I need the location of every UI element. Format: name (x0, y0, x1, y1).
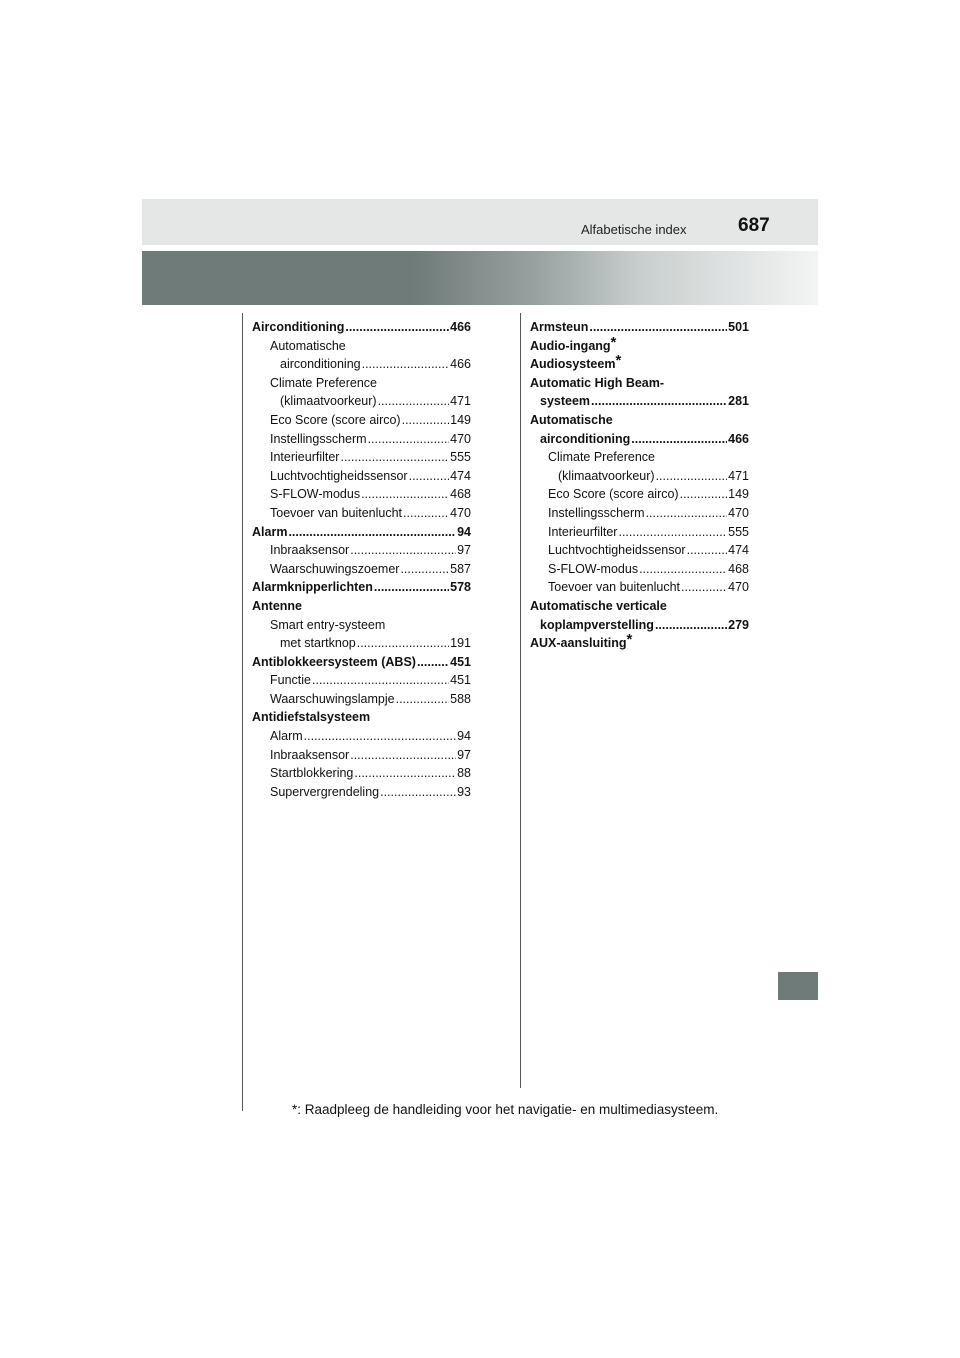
index-column-left (252, 318, 471, 801)
index-entry-label: Functie (270, 673, 311, 688)
index-entry-page: 501 (728, 320, 749, 334)
index-entry-text: AUX-aansluiting (530, 636, 627, 651)
index-entry-text: Antenne (252, 598, 302, 613)
index-entry-text: Automatische verticale (530, 598, 667, 613)
index-entry-page: 555 (728, 524, 749, 539)
index-entry-label: airconditioning (540, 431, 631, 446)
index-entry-page: 93 (457, 784, 471, 799)
index-entry-label: Alarm (252, 524, 288, 539)
index-entry (530, 578, 749, 597)
dot-leader (312, 671, 449, 690)
index-entry (530, 430, 749, 449)
dot-leader (687, 541, 728, 560)
index-entry-label: Interieurfilter (548, 524, 618, 539)
section-title: Alfabetische index (581, 222, 687, 237)
index-entry (252, 504, 471, 523)
index-entry-text: Automatische (270, 338, 346, 353)
index-entry (252, 783, 471, 802)
dot-leader (655, 616, 727, 635)
index-entry-label: met startknop (280, 636, 356, 651)
index-entry-page: 470 (728, 505, 749, 520)
dot-leader (374, 578, 449, 597)
index-entry-label: systeem (540, 394, 591, 409)
index-entry-label: Waarschuwingszoemer (270, 561, 400, 576)
index-entry-page: 279 (728, 617, 749, 632)
index-entry-page: 474 (728, 543, 749, 558)
index-entry (252, 727, 471, 746)
index-entry (252, 746, 471, 765)
index-entry (252, 430, 471, 449)
page-number: 687 (738, 215, 770, 236)
index-entry-page: 466 (450, 357, 471, 372)
index-entry (252, 597, 471, 616)
index-entry (252, 578, 471, 597)
index-entry-label: Alarm (270, 729, 303, 744)
index-entry-text: Automatic High Beam- (530, 375, 665, 390)
index-entry-page: 470 (728, 580, 749, 595)
index-entry-text: Audio-ingang (530, 338, 611, 353)
dot-leader (362, 355, 450, 374)
index-entry-text: Climate Preference (270, 375, 377, 390)
index-entry-label: Inbraaksensor (270, 543, 350, 558)
index-entry-label: (klimaatvoorkeur) (558, 468, 655, 483)
index-entry-label: Armsteun (530, 320, 589, 334)
dot-leader (350, 746, 456, 765)
index-entry-page: 191 (450, 636, 471, 651)
index-entry (252, 467, 471, 486)
index-entry-label: S-FLOW-modus (270, 487, 361, 502)
dot-leader (402, 411, 450, 430)
dot-leader (350, 541, 456, 560)
index-entry (530, 352, 749, 374)
middle-column-rule (520, 313, 521, 1088)
index-entry-page: 468 (450, 487, 471, 502)
dot-leader (354, 764, 456, 783)
index-entry-page: 466 (450, 320, 471, 334)
dot-leader (417, 653, 449, 672)
dot-leader (618, 523, 727, 542)
index-entry (530, 374, 749, 393)
header-band (142, 199, 818, 245)
index-entry-page: 471 (450, 394, 471, 409)
index-entry-label: Instellingsscherm (548, 505, 645, 520)
index-entry (252, 318, 471, 337)
dot-leader (368, 430, 450, 449)
chapter-tab (778, 972, 818, 1000)
index-entry (530, 616, 749, 635)
index-entry-label: Eco Score (score airco) (270, 412, 401, 427)
index-entry-label: Alarmknipperlichten (252, 580, 373, 595)
dot-leader (409, 467, 450, 486)
index-entry (530, 504, 749, 523)
dot-leader (378, 392, 450, 411)
header-gradient-bar (142, 251, 818, 305)
dot-leader (680, 485, 728, 504)
index-entry (252, 541, 471, 560)
index-entry (530, 467, 749, 486)
dot-leader (681, 578, 727, 597)
index-entry (252, 411, 471, 430)
index-entry-page: 97 (457, 747, 471, 762)
footnote-marker: * (610, 333, 617, 351)
dot-leader (340, 448, 449, 467)
index-entry-text: Audiosysteem (530, 357, 616, 372)
index-entry-page: 88 (457, 766, 471, 781)
index-entry-label: Waarschuwingslampje (270, 691, 395, 706)
index-entry-page: 470 (450, 431, 471, 446)
dot-leader (396, 690, 450, 709)
index-entry-label: Toevoer van buitenlucht (270, 505, 403, 520)
index-entry (252, 560, 471, 579)
index-entry-page: 578 (450, 580, 471, 595)
index-entry-page: 94 (457, 729, 471, 744)
footnote-marker: * (626, 631, 633, 649)
index-entry (252, 392, 471, 411)
index-entry (252, 634, 471, 653)
dot-leader (304, 727, 456, 746)
index-entry (530, 411, 749, 430)
dot-leader (400, 560, 449, 579)
dot-leader (631, 430, 727, 449)
index-entry (530, 597, 749, 616)
dot-leader (656, 467, 728, 486)
index-entry-page: 587 (450, 561, 471, 576)
index-entry-text: Smart entry-systeem (270, 617, 386, 632)
footnote-marker: * (615, 352, 622, 370)
index-entry-page: 468 (728, 561, 749, 576)
dot-leader (357, 634, 449, 653)
left-column-rule (242, 313, 243, 1111)
index-entry (252, 616, 471, 635)
index-entry-text: Automatische (530, 412, 613, 427)
index-entry-text: Climate Preference (548, 450, 655, 465)
index-entry (252, 485, 471, 504)
index-entry (252, 708, 471, 727)
dot-leader (403, 504, 449, 523)
index-entry-page: 149 (728, 487, 749, 502)
index-entry (530, 392, 749, 411)
index-entry-page: 555 (450, 450, 471, 465)
index-entry (530, 485, 749, 504)
index-entry (252, 690, 471, 709)
index-entry-label: Luchtvochtigheidssensor (270, 468, 408, 483)
index-entry-page: 94 (457, 524, 471, 539)
index-entry (530, 541, 749, 560)
index-entry-label: S-FLOW-modus (548, 561, 639, 576)
index-entry-page: 588 (450, 691, 471, 706)
index-entry-page: 97 (457, 543, 471, 558)
index-entry (530, 523, 749, 542)
index-entry (252, 355, 471, 374)
index-entry-label: Inbraaksensor (270, 747, 350, 762)
index-entry-label: Luchtvochtigheidssensor (548, 543, 686, 558)
index-entry (252, 764, 471, 783)
dot-leader (380, 783, 456, 802)
index-entry (252, 523, 471, 542)
index-entry-label: Interieurfilter (270, 450, 340, 465)
dot-leader (646, 504, 728, 523)
index-entry-text: Antidiefstalsysteem (252, 710, 371, 725)
index-entry-page: 451 (450, 654, 471, 669)
index-entry-label: Antiblokkeersysteem (ABS) (252, 654, 416, 669)
index-entry-label: Eco Score (score airco) (548, 487, 679, 502)
index-entry-label: Airconditioning (252, 320, 345, 334)
index-entry-label: (klimaatvoorkeur) (280, 394, 377, 409)
dot-leader (591, 392, 727, 411)
index-entry-label: Toevoer van buitenlucht (548, 580, 681, 595)
index-entry (530, 631, 749, 653)
dot-leader (288, 523, 456, 542)
index-entry-page: 281 (728, 394, 749, 409)
index-entry (252, 653, 471, 672)
index-entry (252, 374, 471, 393)
index-entry (252, 671, 471, 690)
index-column-right (530, 318, 749, 653)
index-entry-label: Instellingsscherm (270, 431, 367, 446)
index-entry (252, 337, 471, 356)
index-entry-page: 466 (728, 431, 749, 446)
index-entry-label: koplampverstelling (540, 617, 654, 632)
footnote: *: Raadpleeg de handleiding voor het navigatie- en multimediasysteem. (292, 1102, 719, 1117)
index-entry-label: Supervergrendeling (270, 784, 380, 799)
index-entry-page: 474 (450, 468, 471, 483)
index-entry-label: Startblokkering (270, 766, 354, 781)
dot-leader (361, 485, 449, 504)
index-entry-page: 149 (450, 412, 471, 427)
index-entry-label: airconditioning (280, 357, 361, 372)
index-entry (530, 318, 749, 337)
index-entry (530, 448, 749, 467)
index-entry (530, 333, 749, 356)
index-entry-page: 451 (450, 673, 471, 688)
index-entry (252, 448, 471, 467)
index-entry (530, 560, 749, 579)
dot-leader (345, 318, 449, 337)
index-entry-page: 470 (450, 505, 471, 520)
index-entry-page: 471 (728, 468, 749, 483)
dot-leader (639, 560, 727, 579)
